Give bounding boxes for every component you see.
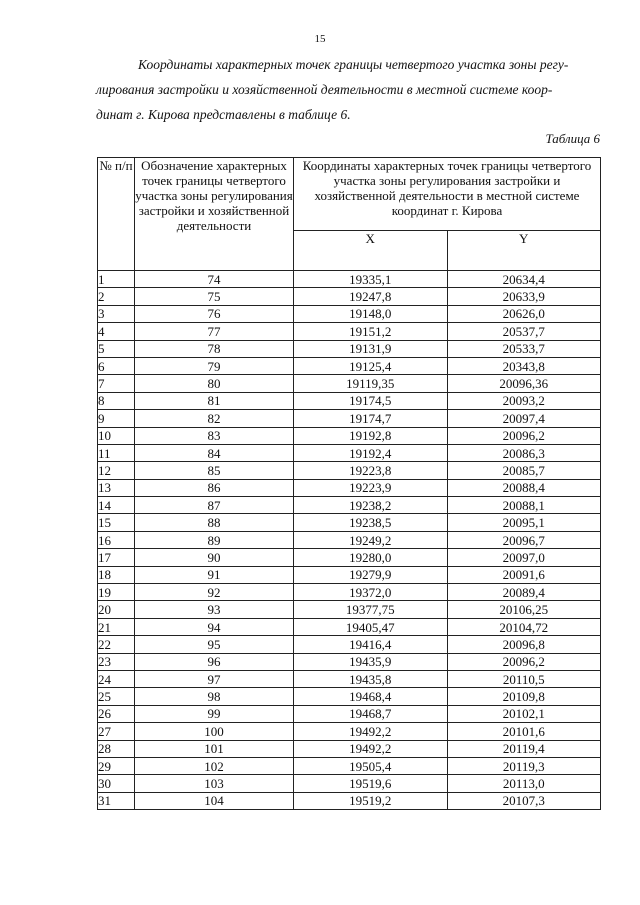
point-id: 85 <box>135 462 294 479</box>
coord-x: 19223,9 <box>294 479 448 496</box>
point-id: 74 <box>135 271 294 288</box>
coord-y: 20096,2 <box>447 653 601 670</box>
table-row <box>98 757 601 774</box>
row-number: 5 <box>98 340 135 357</box>
point-id: 79 <box>135 357 294 374</box>
coord-y: 20096,8 <box>447 636 601 653</box>
coord-y: 20633,9 <box>447 288 601 305</box>
coord-x: 19151,2 <box>294 323 448 340</box>
table-row <box>98 688 601 705</box>
table-row <box>98 775 601 792</box>
header-coordinates: Координаты характерных точек границы четвертого участка зоны регулирования застройки и хозяйственной деятельности в местной системе координат г. Кирова <box>294 158 601 231</box>
row-number: 11 <box>98 444 135 461</box>
table-row <box>98 601 601 618</box>
coord-y: 20106,25 <box>447 601 601 618</box>
row-number: 17 <box>98 549 135 566</box>
coord-y: 20101,6 <box>447 723 601 740</box>
row-number: 4 <box>98 323 135 340</box>
coord-y: 20096,2 <box>447 427 601 444</box>
coord-x: 19468,4 <box>294 688 448 705</box>
coord-x: 19131,9 <box>294 340 448 357</box>
coord-x: 19148,0 <box>294 305 448 322</box>
row-number: 6 <box>98 357 135 374</box>
point-id: 100 <box>135 723 294 740</box>
row-number: 7 <box>98 375 135 392</box>
coord-x: 19405,47 <box>294 618 448 635</box>
row-number: 23 <box>98 653 135 670</box>
table-row <box>98 705 601 722</box>
point-id: 98 <box>135 688 294 705</box>
table-row <box>98 584 601 601</box>
coord-y: 20089,4 <box>447 584 601 601</box>
coord-y: 20096,7 <box>447 531 601 548</box>
intro-line: динат г. Кирова представлены в таблице 6. <box>96 107 351 122</box>
coord-x: 19468,7 <box>294 705 448 722</box>
row-number: 9 <box>98 410 135 427</box>
point-id: 89 <box>135 531 294 548</box>
coord-y: 20096,36 <box>447 375 601 392</box>
table-row <box>98 410 601 427</box>
coord-y: 20343,8 <box>447 357 601 374</box>
coord-x: 19280,0 <box>294 549 448 566</box>
coord-y: 20086,3 <box>447 444 601 461</box>
coord-y: 20110,5 <box>447 670 601 687</box>
table-row <box>98 497 601 514</box>
coord-x: 19505,4 <box>294 757 448 774</box>
table-row <box>98 792 601 809</box>
row-number: 28 <box>98 740 135 757</box>
point-id: 87 <box>135 497 294 514</box>
row-number: 24 <box>98 670 135 687</box>
coord-x: 19223,8 <box>294 462 448 479</box>
coord-y: 20109,8 <box>447 688 601 705</box>
point-id: 90 <box>135 549 294 566</box>
table-row <box>98 549 601 566</box>
coord-y: 20119,3 <box>447 757 601 774</box>
row-number: 31 <box>98 792 135 809</box>
row-number: 14 <box>98 497 135 514</box>
coord-x: 19174,5 <box>294 392 448 409</box>
row-number: 10 <box>98 427 135 444</box>
row-number: 19 <box>98 584 135 601</box>
point-id: 91 <box>135 566 294 583</box>
row-number: 22 <box>98 636 135 653</box>
coord-y: 20113,0 <box>447 775 601 792</box>
coord-x: 19125,4 <box>294 357 448 374</box>
point-id: 80 <box>135 375 294 392</box>
coord-x: 19435,8 <box>294 670 448 687</box>
point-id: 103 <box>135 775 294 792</box>
point-id: 97 <box>135 670 294 687</box>
row-number: 29 <box>98 757 135 774</box>
intro-line: лирования застройки и хозяйственной деятельности в местной системе коор- <box>96 82 553 97</box>
coord-x: 19119,35 <box>294 375 448 392</box>
point-id: 84 <box>135 444 294 461</box>
table-row <box>98 340 601 357</box>
coord-x: 19238,5 <box>294 514 448 531</box>
point-id: 86 <box>135 479 294 496</box>
coord-x: 19519,2 <box>294 792 448 809</box>
coordinates-table <box>97 157 601 810</box>
table-caption: Таблица 6 <box>545 131 600 146</box>
row-number: 25 <box>98 688 135 705</box>
point-id: 95 <box>135 636 294 653</box>
coord-x: 19247,8 <box>294 288 448 305</box>
row-number: 15 <box>98 514 135 531</box>
intro-line: Координаты характерных точек границы четвертого участка зоны регу- <box>138 57 569 72</box>
coord-x: 19519,6 <box>294 775 448 792</box>
row-number: 2 <box>98 288 135 305</box>
coord-x: 19174,7 <box>294 410 448 427</box>
coord-x: 19377,75 <box>294 601 448 618</box>
coord-y: 20634,4 <box>447 271 601 288</box>
coord-y: 20097,0 <box>447 549 601 566</box>
table-row <box>98 462 601 479</box>
coord-y: 20091,6 <box>447 566 601 583</box>
row-number: 18 <box>98 566 135 583</box>
point-id: 82 <box>135 410 294 427</box>
coord-x: 19249,2 <box>294 531 448 548</box>
coord-x: 19372,0 <box>294 584 448 601</box>
coord-x: 19492,2 <box>294 723 448 740</box>
row-number: 30 <box>98 775 135 792</box>
table-row <box>98 392 601 409</box>
coord-x: 19416,4 <box>294 636 448 653</box>
coord-y: 20097,4 <box>447 410 601 427</box>
intro-paragraph <box>96 52 600 127</box>
table-row <box>98 288 601 305</box>
table-row <box>98 740 601 757</box>
table-row <box>98 305 601 322</box>
coord-y: 20107,3 <box>447 792 601 809</box>
table-row <box>98 271 601 288</box>
coord-y: 20537,7 <box>447 323 601 340</box>
table-row <box>98 479 601 496</box>
point-id: 96 <box>135 653 294 670</box>
point-id: 77 <box>135 323 294 340</box>
page-number: 15 <box>314 33 326 45</box>
table-row <box>98 531 601 548</box>
header-y: Y <box>447 230 601 270</box>
coord-y: 20533,7 <box>447 340 601 357</box>
row-number: 12 <box>98 462 135 479</box>
point-id: 78 <box>135 340 294 357</box>
row-number: 20 <box>98 601 135 618</box>
coord-x: 19192,8 <box>294 427 448 444</box>
row-number: 27 <box>98 723 135 740</box>
coord-y: 20104,72 <box>447 618 601 635</box>
row-number: 1 <box>98 271 135 288</box>
point-id: 83 <box>135 427 294 444</box>
point-id: 94 <box>135 618 294 635</box>
coord-y: 20626,0 <box>447 305 601 322</box>
table-row <box>98 444 601 461</box>
header-number: № п/п <box>98 158 135 271</box>
table-row <box>98 636 601 653</box>
coord-y: 20088,1 <box>447 497 601 514</box>
row-number: 3 <box>98 305 135 322</box>
table-row <box>98 670 601 687</box>
coord-x: 19238,2 <box>294 497 448 514</box>
point-id: 104 <box>135 792 294 809</box>
point-id: 92 <box>135 584 294 601</box>
table-row <box>98 323 601 340</box>
point-id: 88 <box>135 514 294 531</box>
row-number: 8 <box>98 392 135 409</box>
coord-x: 19335,1 <box>294 271 448 288</box>
row-number: 26 <box>98 705 135 722</box>
table-row <box>98 723 601 740</box>
table-row <box>98 357 601 374</box>
point-id: 102 <box>135 757 294 774</box>
table-row <box>98 653 601 670</box>
point-id: 93 <box>135 601 294 618</box>
row-number: 16 <box>98 531 135 548</box>
point-id: 101 <box>135 740 294 757</box>
point-id: 76 <box>135 305 294 322</box>
table-row <box>98 618 601 635</box>
table-row <box>98 375 601 392</box>
row-number: 13 <box>98 479 135 496</box>
header-point-designation: Обозначение характерных точек границы четвертого участка зоны регулирования застройки и хозяйственной деятельности <box>135 158 294 271</box>
table-row <box>98 566 601 583</box>
coord-y: 20093,2 <box>447 392 601 409</box>
coord-y: 20085,7 <box>447 462 601 479</box>
table-row <box>98 427 601 444</box>
row-number: 21 <box>98 618 135 635</box>
coord-x: 19192,4 <box>294 444 448 461</box>
point-id: 81 <box>135 392 294 409</box>
coord-y: 20095,1 <box>447 514 601 531</box>
table-body <box>98 271 601 810</box>
header-x: X <box>294 230 448 270</box>
point-id: 99 <box>135 705 294 722</box>
coord-x: 19435,9 <box>294 653 448 670</box>
coord-x: 19279,9 <box>294 566 448 583</box>
coord-y: 20088,4 <box>447 479 601 496</box>
coord-x: 19492,2 <box>294 740 448 757</box>
coord-y: 20119,4 <box>447 740 601 757</box>
point-id: 75 <box>135 288 294 305</box>
coord-y: 20102,1 <box>447 705 601 722</box>
table-row <box>98 514 601 531</box>
